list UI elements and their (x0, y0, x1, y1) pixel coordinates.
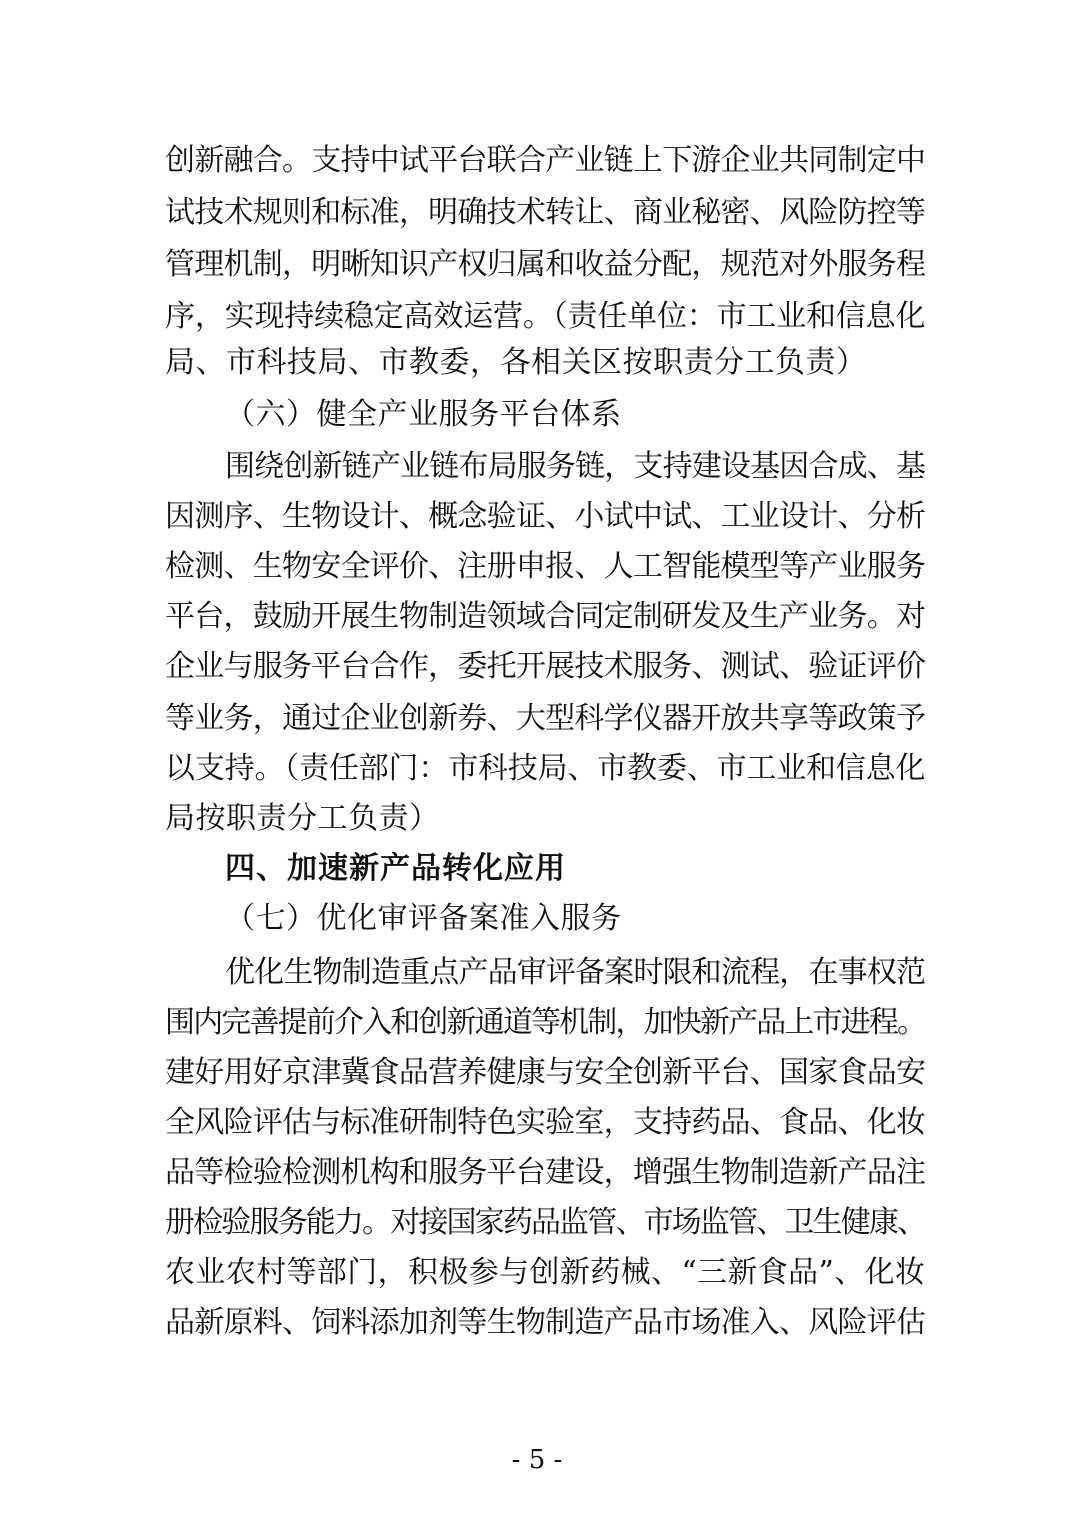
body-text-line: 等业务，通过企业创新券、大型科学仪器开放共享等政策予 (165, 701, 925, 736)
body-text-line: 围内完善提前介入和创新通道等机制，加快新产品上市进程。 (165, 1005, 925, 1040)
body-text-line: 管理机制，明晰知识产权归属和收益分配，规范对外服务程 (165, 247, 925, 282)
body-text-line: 建好用好京津冀食品营养健康与安全创新平台、国家食品安 (165, 1055, 925, 1090)
body-text-line: 农业农村等部门，积极参与创新药械、“三新食品”、化妆 (165, 1255, 925, 1290)
subsection-heading: （六）健全产业服务平台体系 (225, 397, 622, 432)
body-text-line: 创新融合。支持中试平台联合产业链上下游企业共同制定中 (165, 143, 925, 178)
body-text-line: 全风险评估与标准研制特色实验室，支持药品、食品、化妆 (165, 1105, 925, 1140)
body-text-line: 册检验服务能力。对接国家药品监管、市场监管、卫生健康、 (165, 1205, 925, 1240)
section-heading: 四、加速新产品转化应用 (225, 851, 566, 886)
body-text-line: 企业与服务平台合作，委托开展技术服务、测试、验证评价 (165, 649, 925, 684)
body-text-line: 序，实现持续稳定高效运营。（责任单位：市工业和信息化 (165, 299, 925, 334)
subsection-heading: （七）优化审评备案准入服务 (225, 901, 622, 936)
body-text-line: 围绕创新链产业链布局服务链，支持建设基因合成、基 (225, 449, 925, 484)
body-text-line: 局、市科技局、市教委，各相关区按职责分工负责） (165, 345, 867, 380)
body-text-line: 品新原料、饲料添加剂等生物制造产品市场准入、风险评估 (165, 1305, 925, 1340)
body-text-line: 检测、生物安全评价、注册申报、人工智能模型等产业服务 (165, 549, 925, 584)
body-text-line: 因测序、生物设计、概念验证、小试中试、工业设计、分析 (165, 499, 925, 534)
body-text-line: 试技术规则和标准，明确技术转让、商业秘密、风险防控等 (165, 195, 925, 230)
body-text-line: 平台，鼓励开展生物制造领域合同定制研发及生产业务。对 (165, 599, 925, 634)
body-text-line: 优化生物制造重点产品审评备案时限和流程，在事权范 (225, 955, 925, 990)
body-text-line: 以支持。（责任部门：市科技局、市教委、市工业和信息化 (165, 751, 925, 786)
body-text-line: 局按职责分工负责） (165, 801, 440, 836)
body-text-line: 品等检验检测机构和服务平台建设，增强生物制造新产品注 (165, 1155, 925, 1190)
page-number: - 5 - (511, 1445, 563, 1475)
